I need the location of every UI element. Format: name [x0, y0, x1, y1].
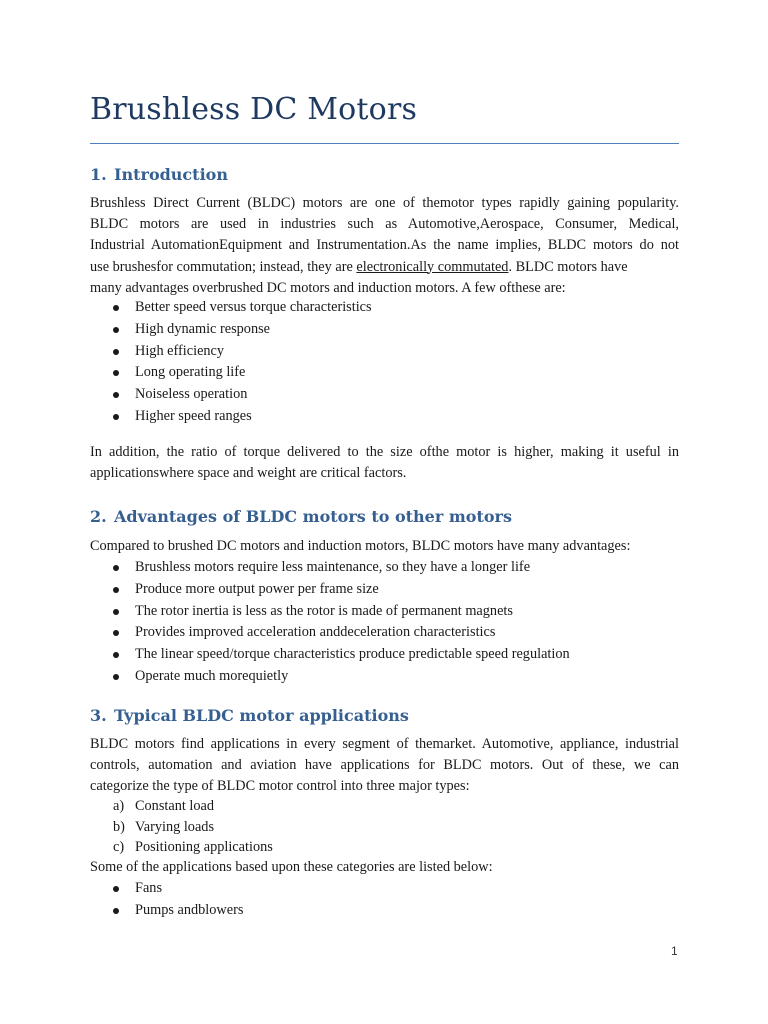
list-marker: b) [113, 818, 125, 835]
list-item-text: Provides improved acceleration anddeceleration characteristics [135, 624, 496, 641]
list-item-text: Pumps andblowers [135, 901, 244, 918]
list-item-text: High dynamic response [135, 320, 270, 337]
text-line: Some of the applications based upon these categories are listed below: [90, 859, 493, 875]
advantages-lead [90, 536, 679, 557]
applications-bullet-list [90, 878, 243, 922]
text-line: many advantages overbrushed DC motors and induction motors. A few ofthese are: [90, 279, 566, 296]
bullet-icon [113, 674, 119, 680]
text-segment: . BLDC motors have [508, 258, 628, 275]
list-item-text: Brushless motors require less maintenance, so they have a longer life [135, 559, 531, 575]
advantages-bullet-list [90, 557, 570, 688]
text-line: In addition, the ratio of torque delivered to the size ofthe motor is higher, making it useful in [90, 444, 679, 460]
list-item [90, 796, 273, 817]
list-item [90, 341, 372, 363]
list-item [90, 601, 570, 623]
title-rule [90, 143, 679, 144]
applications-followup [90, 857, 679, 878]
text-line: applicationswhere space and weight are critical factors. [90, 465, 407, 482]
section-heading-introduction [90, 165, 228, 184]
document-title: Brushless DC Motors [90, 92, 418, 127]
text-segment: use brushesfor commutation; instead, they are [90, 258, 357, 275]
list-item [90, 666, 570, 688]
bullet-icon [113, 587, 119, 593]
list-item-text: The rotor inertia is less as the rotor is made of permanent magnets [135, 602, 513, 619]
section-heading-advantages [90, 507, 512, 526]
list-item-text: Constant load [135, 798, 215, 814]
text-line: categorize the type of BLDC motor control into three major types: [90, 778, 470, 795]
list-item-text: Long operating life [135, 364, 246, 381]
section-title: Introduction [114, 165, 228, 184]
applications-paragraph [90, 734, 679, 798]
text-line: BLDC motors find applications in every segment of themarket. Automotive, appliance, industrial [90, 736, 679, 752]
control-types-list [90, 796, 273, 858]
list-item [90, 900, 243, 922]
list-item-text: The linear speed/torque characteristics produce predictable speed regulation [135, 646, 570, 663]
bullet-icon [113, 609, 119, 615]
bullet-icon [113, 565, 119, 571]
list-marker: a) [113, 798, 125, 814]
list-item-text: Operate much morequietly [135, 667, 289, 684]
list-item-text: Higher speed ranges [135, 407, 252, 424]
underlined-term: electronically commutated [356, 258, 509, 275]
bullet-icon [113, 886, 119, 892]
bullet-icon [113, 414, 119, 420]
bullet-icon [113, 392, 119, 398]
bullet-icon [113, 630, 119, 636]
text-line [90, 257, 679, 278]
text-line: BLDC motors are used in industries such as Automotive,Aerospace, Consumer, Medical, [90, 216, 679, 233]
section-title: Typical BLDC motor applications [114, 706, 409, 725]
list-item-text: Varying loads [135, 818, 215, 835]
list-item [90, 406, 372, 428]
bullet-icon [113, 370, 119, 376]
list-item-text: Positioning applications [135, 839, 273, 855]
list-item [90, 644, 570, 666]
bullet-icon [113, 652, 119, 658]
list-marker: c) [113, 839, 125, 855]
bullet-icon [113, 349, 119, 355]
section-title: Advantages of BLDC motors to other motors [114, 507, 512, 526]
intro-paragraph [90, 193, 679, 299]
text-line: controls, automation and aviation have applications for BLDC motors. Out of these, we can [90, 757, 679, 774]
text-line: Industrial AutomationEquipment and Instrumentation.As the name implies, BLDC motors do not [90, 237, 679, 254]
text-line: Compared to brushed DC motors and induction motors, BLDC motors have many advantages: [90, 538, 631, 554]
list-item [90, 297, 372, 319]
section-heading-applications [90, 706, 409, 725]
intro-bullet-list [90, 297, 372, 428]
list-item-text: Better speed versus torque characteristics [135, 299, 372, 315]
list-item-text: Fans [135, 880, 163, 896]
page-number: 1 [671, 944, 678, 958]
list-item-text: Produce more output power per frame size [135, 580, 379, 597]
section-number: 1. [90, 165, 107, 184]
section-number: 3. [90, 706, 107, 725]
intro-closing-paragraph [90, 442, 679, 484]
list-item-text: High efficiency [135, 342, 225, 359]
list-item [90, 384, 372, 406]
list-item [90, 557, 570, 579]
list-item [90, 878, 243, 900]
list-item [90, 579, 570, 601]
list-item [90, 817, 273, 838]
section-number: 2. [90, 507, 107, 526]
text-line: Brushless Direct Current (BLDC) motors are one of themotor types rapidly gaining popularity. [90, 195, 679, 211]
list-item [90, 362, 372, 384]
bullet-icon [113, 908, 119, 914]
list-item-text: Noiseless operation [135, 386, 248, 403]
list-item [90, 319, 372, 341]
list-item [90, 622, 570, 644]
list-item [90, 837, 273, 858]
bullet-icon [113, 327, 119, 333]
bullet-icon [113, 305, 119, 311]
